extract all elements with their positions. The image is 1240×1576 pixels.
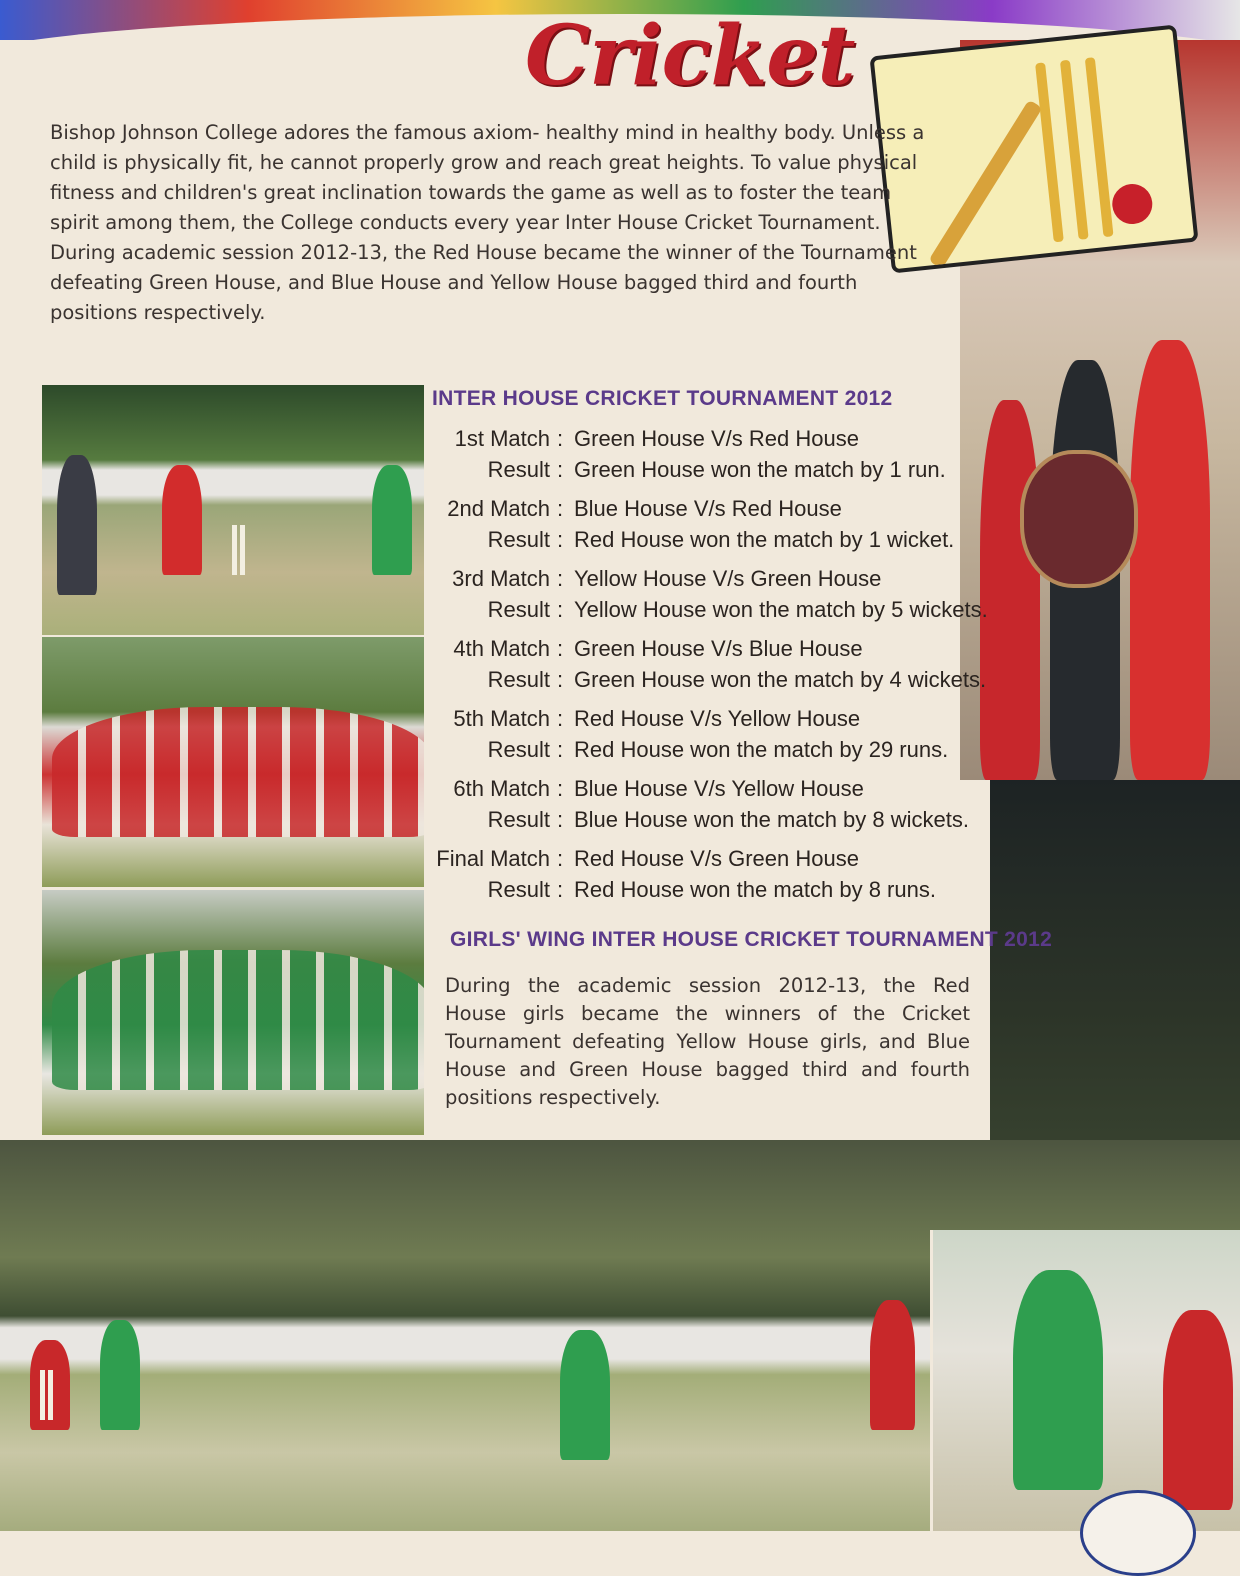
match-result: Green House won the match by 1 run. bbox=[574, 457, 946, 482]
match-teams: Blue House V/s Yellow House bbox=[574, 776, 864, 801]
match-label: 6th Match bbox=[453, 776, 550, 801]
separator: : bbox=[556, 737, 564, 762]
match-teams: Green House V/s Blue House bbox=[574, 636, 863, 661]
result-label: Result bbox=[487, 527, 550, 552]
boys-tournament-heading: INTER HOUSE CRICKET TOURNAMENT 2012 bbox=[432, 387, 893, 410]
match-row bbox=[430, 706, 970, 737]
match-label: 3rd Match bbox=[452, 566, 550, 591]
match-results-list bbox=[430, 426, 988, 916]
match-row bbox=[430, 776, 970, 807]
result-row bbox=[430, 457, 970, 488]
match-teams: Blue House V/s Red House bbox=[574, 496, 842, 521]
match-teams: Red House V/s Green House bbox=[574, 846, 859, 871]
match-label: 4th Match bbox=[453, 636, 550, 661]
separator: : bbox=[556, 496, 564, 521]
red-house-team-photo bbox=[42, 637, 424, 887]
match-result: Red House won the match by 1 wicket. bbox=[574, 527, 955, 552]
separator: : bbox=[556, 566, 564, 591]
match-row bbox=[430, 846, 970, 877]
result-label: Result bbox=[487, 737, 550, 762]
page-title: Cricket bbox=[525, 8, 855, 104]
match-teams: Red House V/s Yellow House bbox=[574, 706, 861, 731]
match-result: Green House won the match by 4 wickets. bbox=[574, 667, 987, 692]
separator: : bbox=[556, 426, 564, 451]
college-logo bbox=[1080, 1490, 1196, 1576]
match-result: Red House won the match by 29 runs. bbox=[574, 737, 949, 762]
result-row bbox=[430, 737, 970, 768]
match-row bbox=[430, 636, 970, 667]
match-label: Final Match bbox=[436, 846, 550, 871]
result-row bbox=[430, 877, 970, 908]
result-label: Result bbox=[487, 877, 550, 902]
match-teams: Yellow House V/s Green House bbox=[574, 566, 882, 591]
batting-closeup-photo bbox=[930, 1230, 1240, 1531]
match-label: 2nd Match bbox=[447, 496, 550, 521]
result-row bbox=[430, 527, 970, 558]
separator: : bbox=[556, 846, 564, 871]
intro-paragraph: Bishop Johnson College adores the famous axiom- healthy mind in healthy body. Unless a child is physically fit, he cannot properly grow and reach great heights. To value physical fitness and children's great inclination towards the game as well as to foster the team spirit among them, the College conducts every year Inter House Cricket Tournament. During academic session 2012-13, the Red House became the winner of the Tournament defeating Green House, and Blue House and Yellow House bagged third and fourth positions respectively. bbox=[50, 121, 925, 324]
girls-tournament-heading: GIRLS' WING INTER HOUSE CRICKET TOURNAMENT 2012 bbox=[450, 928, 1053, 951]
match-teams: Green House V/s Red House bbox=[574, 426, 859, 451]
match-result: Yellow House won the match by 5 wickets. bbox=[574, 597, 988, 622]
separator: : bbox=[556, 877, 564, 902]
result-label: Result bbox=[487, 807, 550, 832]
separator: : bbox=[556, 597, 564, 622]
match-result: Red House won the match by 8 runs. bbox=[574, 877, 936, 902]
match-label: 1st Match bbox=[454, 426, 550, 451]
separator: : bbox=[556, 706, 564, 731]
result-row bbox=[430, 597, 988, 628]
match-row bbox=[430, 566, 970, 597]
result-row bbox=[430, 807, 970, 838]
separator: : bbox=[556, 807, 564, 832]
result-label: Result bbox=[487, 457, 550, 482]
separator: : bbox=[556, 776, 564, 801]
separator: : bbox=[556, 527, 564, 552]
girls-paragraph: During the academic session 2012-13, the Red House girls became the winners of the Cricket Tournament defeating Yellow House girls, and Blue House and Green House bagged third and fourth positions respectively. bbox=[445, 974, 970, 1109]
green-house-team-photo bbox=[42, 890, 424, 1135]
separator: : bbox=[556, 457, 564, 482]
result-label: Result bbox=[487, 597, 550, 622]
match-play-photo bbox=[42, 385, 424, 635]
separator: : bbox=[556, 636, 564, 661]
result-row bbox=[430, 667, 987, 698]
result-label: Result bbox=[487, 667, 550, 692]
separator: : bbox=[556, 667, 564, 692]
match-row bbox=[430, 496, 970, 527]
match-row bbox=[430, 426, 970, 457]
match-label: 5th Match bbox=[453, 706, 550, 731]
match-result: Blue House won the match by 8 wickets. bbox=[574, 807, 969, 832]
